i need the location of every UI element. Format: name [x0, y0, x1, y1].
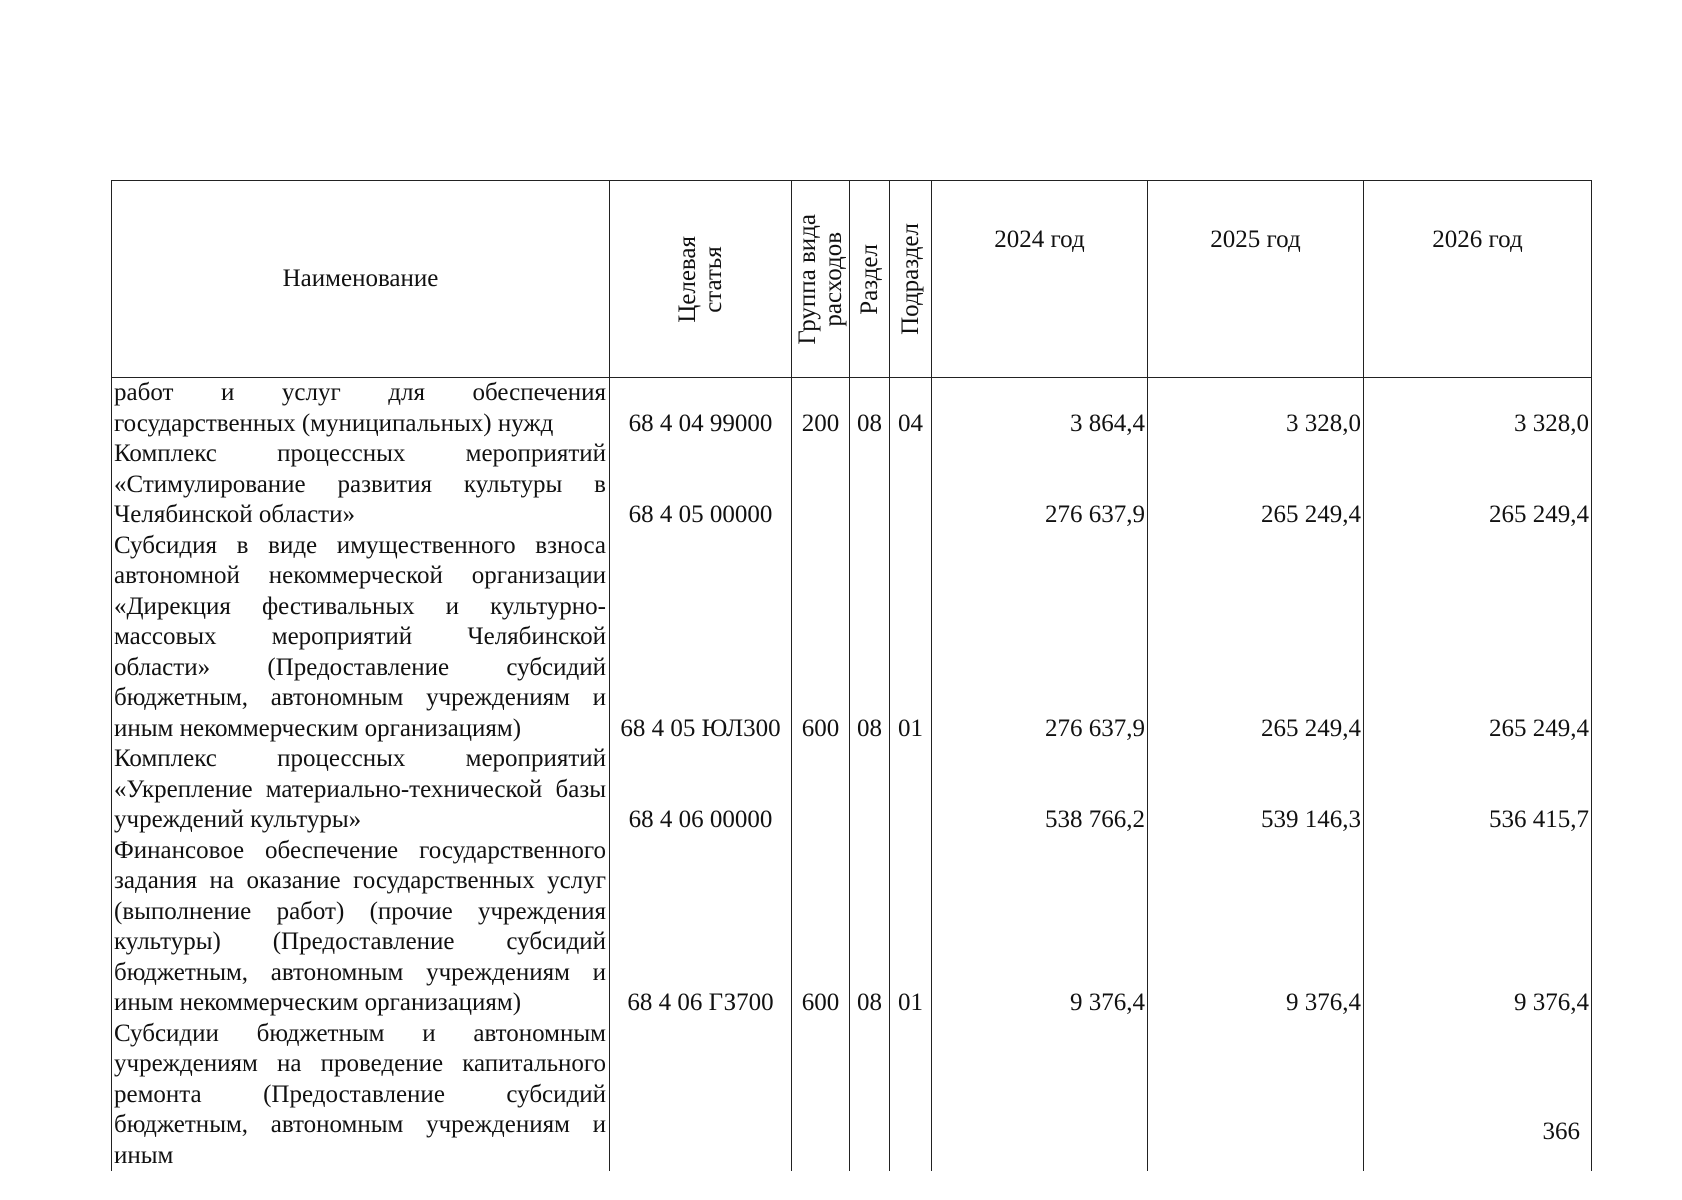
row-target-article [610, 1019, 792, 1172]
row-subsection: 01 [890, 531, 932, 745]
table-row [112, 439, 1592, 531]
row-section: 08 [850, 531, 890, 745]
row-target-article: 68 4 04 99000 [610, 378, 792, 440]
row-subsection: 01 [890, 836, 932, 1019]
row-name: Финансовое обеспечение государственного задания на оказание государственных услуг (выполнение работ) (прочие учреждения культуры) (Предоставление субсидий бюджетным, автономным учреждениям и иным некоммерческим организациям) [112, 836, 610, 1019]
row-value-2026: 9 376,4 [1364, 836, 1592, 1019]
row-subsection: 04 [890, 378, 932, 440]
row-target-article: 68 4 06 00000 [610, 744, 792, 836]
col-header-target-article: Целевая статья [610, 181, 792, 378]
row-value-2025 [1148, 1019, 1364, 1172]
table-row [112, 531, 1592, 745]
col-header-subsection: Подраздел [890, 181, 932, 378]
header-row [112, 181, 1592, 378]
row-value-2024: 538 766,2 [932, 744, 1148, 836]
col-header-2025: 2025 год [1148, 181, 1364, 378]
row-name: Субсидия в виде имущественного взноса автономной некоммерческой организации «Дирекция фестивальных и культурно-массовых мероприятий Челябинской области» (Предоставление субсидий бюджетным, автономным учреждениям и иным некоммерческим организациям) [112, 531, 610, 745]
row-expense-group: 600 [792, 836, 850, 1019]
row-value-2024: 276 637,9 [932, 439, 1148, 531]
row-name: Субсидии бюджетным и автономным учреждениям на проведение капитального ремонта (Предоставление субсидий бюджетным, автономным учреждениям и иным [112, 1019, 610, 1172]
row-target-article: 68 4 05 ЮЛ300 [610, 531, 792, 745]
row-value-2026: 265 249,4 [1364, 439, 1592, 531]
page-number: 366 [1542, 1118, 1580, 1145]
row-section [850, 1019, 890, 1172]
row-expense-group: 200 [792, 378, 850, 440]
row-subsection [890, 439, 932, 531]
table-row [112, 378, 1592, 440]
row-subsection [890, 744, 932, 836]
row-value-2025: 265 249,4 [1148, 439, 1364, 531]
budget-table [111, 180, 1592, 1171]
row-value-2025: 539 146,3 [1148, 744, 1364, 836]
row-value-2024: 9 376,4 [932, 836, 1148, 1019]
row-value-2026: 536 415,7 [1364, 744, 1592, 836]
table-row [112, 836, 1592, 1019]
row-expense-group [792, 439, 850, 531]
row-section: 08 [850, 836, 890, 1019]
row-expense-group [792, 1019, 850, 1172]
row-subsection [890, 1019, 932, 1172]
row-value-2025: 265 249,4 [1148, 531, 1364, 745]
row-value-2024: 276 637,9 [932, 531, 1148, 745]
row-section [850, 744, 890, 836]
col-header-expense-group: Группа вида расходов [792, 181, 850, 378]
row-value-2025: 9 376,4 [1148, 836, 1364, 1019]
row-value-2026: 265 249,4 [1364, 531, 1592, 745]
col-header-name: Наименование [112, 181, 610, 378]
row-expense-group: 600 [792, 531, 850, 745]
col-header-2024: 2024 год [932, 181, 1148, 378]
row-section [850, 439, 890, 531]
row-target-article: 68 4 05 00000 [610, 439, 792, 531]
row-name: работ и услуг для обеспечения государственных (муниципальных) нужд [112, 378, 610, 440]
row-section: 08 [850, 378, 890, 440]
row-value-2026 [1364, 1019, 1592, 1172]
col-header-section: Раздел [850, 181, 890, 378]
row-value-2024 [932, 1019, 1148, 1172]
row-name: Комплекс процессных мероприятий «Стимулирование развития культуры в Челябинской области» [112, 439, 610, 531]
table-row [112, 1019, 1592, 1172]
row-target-article: 68 4 06 ГЗ700 [610, 836, 792, 1019]
row-value-2025: 3 328,0 [1148, 378, 1364, 440]
row-value-2024: 3 864,4 [932, 378, 1148, 440]
row-name: Комплекс процессных мероприятий «Укрепление материально-технической базы учреждений культуры» [112, 744, 610, 836]
row-expense-group [792, 744, 850, 836]
row-value-2026: 3 328,0 [1364, 378, 1592, 440]
table-row [112, 744, 1592, 836]
col-header-2026: 2026 год [1364, 181, 1592, 378]
